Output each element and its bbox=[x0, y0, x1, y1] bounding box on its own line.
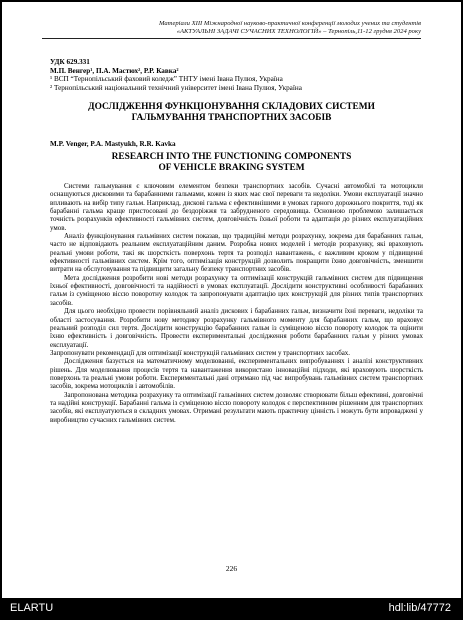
title-en-line-2: OF VEHICLE BRAKING SYSTEM bbox=[158, 163, 305, 173]
article-meta bbox=[50, 58, 302, 92]
authors-ua: М.П. Венгер¹, П.А. Мастюх², Р.Р. Кавка² bbox=[50, 66, 179, 75]
paragraph: Дослідження базується на математичному моделюванні, експериментальних випробуваннях і аналізі конструктивних рішень. Для моделювання процесів тертя та навантаження використано інноваційні підходи, які враховують шорсткість поверхонь та реальні умови роботи. Експериментальні дані отримано під час випробувань гальмівних систем транспортних засобів, зокрема мотоциклів і автомобілів. bbox=[50, 357, 423, 391]
paragraph: Мета дослідження розробити нові методи розрахунку та оптимізації конструкцій гальмівних систем для підвищення їхньої ефективності, довговічності та надійності в умовах експлуатації. Дослідити конструктивні особливості барабанних гальм із суміщеною віссю поворотну колодок та запропонувати адаптацію цих конструкцій для різних типів транспортних засобів. bbox=[50, 273, 423, 307]
title-ua-line-2: ГАЛЬМУВАННЯ ТРАНСПОРТНИХ ЗАСОБІВ bbox=[131, 113, 332, 123]
viewer-footer bbox=[0, 598, 463, 620]
header-line-1: Матеріали XIII Міжнародної науково-практичної конференції молодих учених та студентів bbox=[158, 20, 421, 27]
udk-code: УДК 629.331 bbox=[50, 58, 90, 66]
page-number: 226 bbox=[225, 564, 238, 573]
paragraph: Запропонована методика розрахунку та оптимізації гальмівних систем дозволяє створювати більш ефективні, довговічні та надійні конструкції. Барабанні гальма із суміщеною віссю повороту колодок є перспективним рішенням для транспортних засобів, які експлуатуються в складних умовах. Отримані результати мають практичну цінність і можуть бути впроваджені у виробництво сучасних гальмівних систем. bbox=[50, 390, 423, 424]
title-ua bbox=[42, 102, 421, 124]
title-ua-line-1: ДОСЛІДЖЕННЯ ФУНКЦІОНУВАННЯ СКЛАДОВИХ СИСТЕМИ bbox=[88, 102, 375, 112]
header-line-2: «АКТУАЛЬНІ ЗАДАЧІ СУЧАСНИХ ТЕХНОЛОГІЙ» – Тернопіль,11-12 грудня 2024 року bbox=[176, 28, 421, 35]
authors-en: M.P. Venger, P.A. Mastyukh, R.R. Kavka bbox=[50, 140, 176, 148]
article-body bbox=[50, 182, 423, 424]
document-page bbox=[2, 2, 461, 598]
paragraph: Аналіз функціонування гальмівних систем показав, що традиційні методи розрахунку, зокрема для барабанних гальм, часто не відповідають реальним експлуатаційним даним. Розробка нових моделей і методів розрахунку, які враховують реальні умови роботи, такі як шорсткість поверхонь тертя та розподіл навантажень, є важливим кроком у підвищенні ефективності гальмівних систем. Крім того, оптимізація конструкцій дозволить покращити їхню довговічність, зменшити витрати на обслуговування та підвищити загальну безпеку транспортних засобів. bbox=[50, 232, 423, 274]
affiliation-2: ² Тернопільський національний технічний університет імені Івана Пулюя, Україна bbox=[50, 83, 302, 92]
paragraph: Для цього необхідно провести порівняльний аналіз дискових і барабанних гальм, визначити їхні переваги, недоліки та області застосування. Розробити нову методику розрахунку гальмівного моменту для барабанних гальм, що враховує реальний розподіл сил тертя. Дослідити конструкцію барабанних гальм із суміщеною віссю повороту колодок та оцінити їхню ефективність і довговічність. Провести експериментальні дослідження роботи барабанних гальм у різних умовах експлуатації. bbox=[50, 307, 423, 349]
paragraph: Системи гальмування є ключовим елементом безпеки транспортних засобів. Сучасні автомобілі та мотоцикли оснащуються дисковими та барабанними гальмами, кожен із яких має свої переваги та недоліки. Умови експлуатації значно впливають на вибір типу гальм. Наприклад, дискові гальма є ефективнішими в умовах гарного дорожнього покриття, тоді як барабанні гальма краще пристосовані до бездоріжжя та забрудненого середовища. Основною проблемою залишається точність розрахунків ефективності гальмівних систем, довговічність їхньої роботи та адаптація до різних експлуатаційних умов. bbox=[50, 182, 423, 232]
title-en bbox=[42, 152, 421, 174]
title-en-line-1: RESEARCH INTO THE FUNCTIONING COMPONENTS bbox=[111, 152, 352, 162]
repository-label: ELARTU bbox=[10, 602, 54, 614]
handle-link[interactable]: hdl:lib/47772 bbox=[388, 602, 451, 614]
affiliation-1: ¹ ВСП “Тернопільський фаховий коледж” ТНТУ імені Івана Пулюя, Україна bbox=[50, 75, 283, 84]
header-rule bbox=[42, 38, 421, 39]
paragraph: Запропонувати рекомендації для оптимізації конструкцій гальмівних систем у транспортних засобах. bbox=[50, 348, 351, 357]
running-header bbox=[42, 20, 421, 36]
